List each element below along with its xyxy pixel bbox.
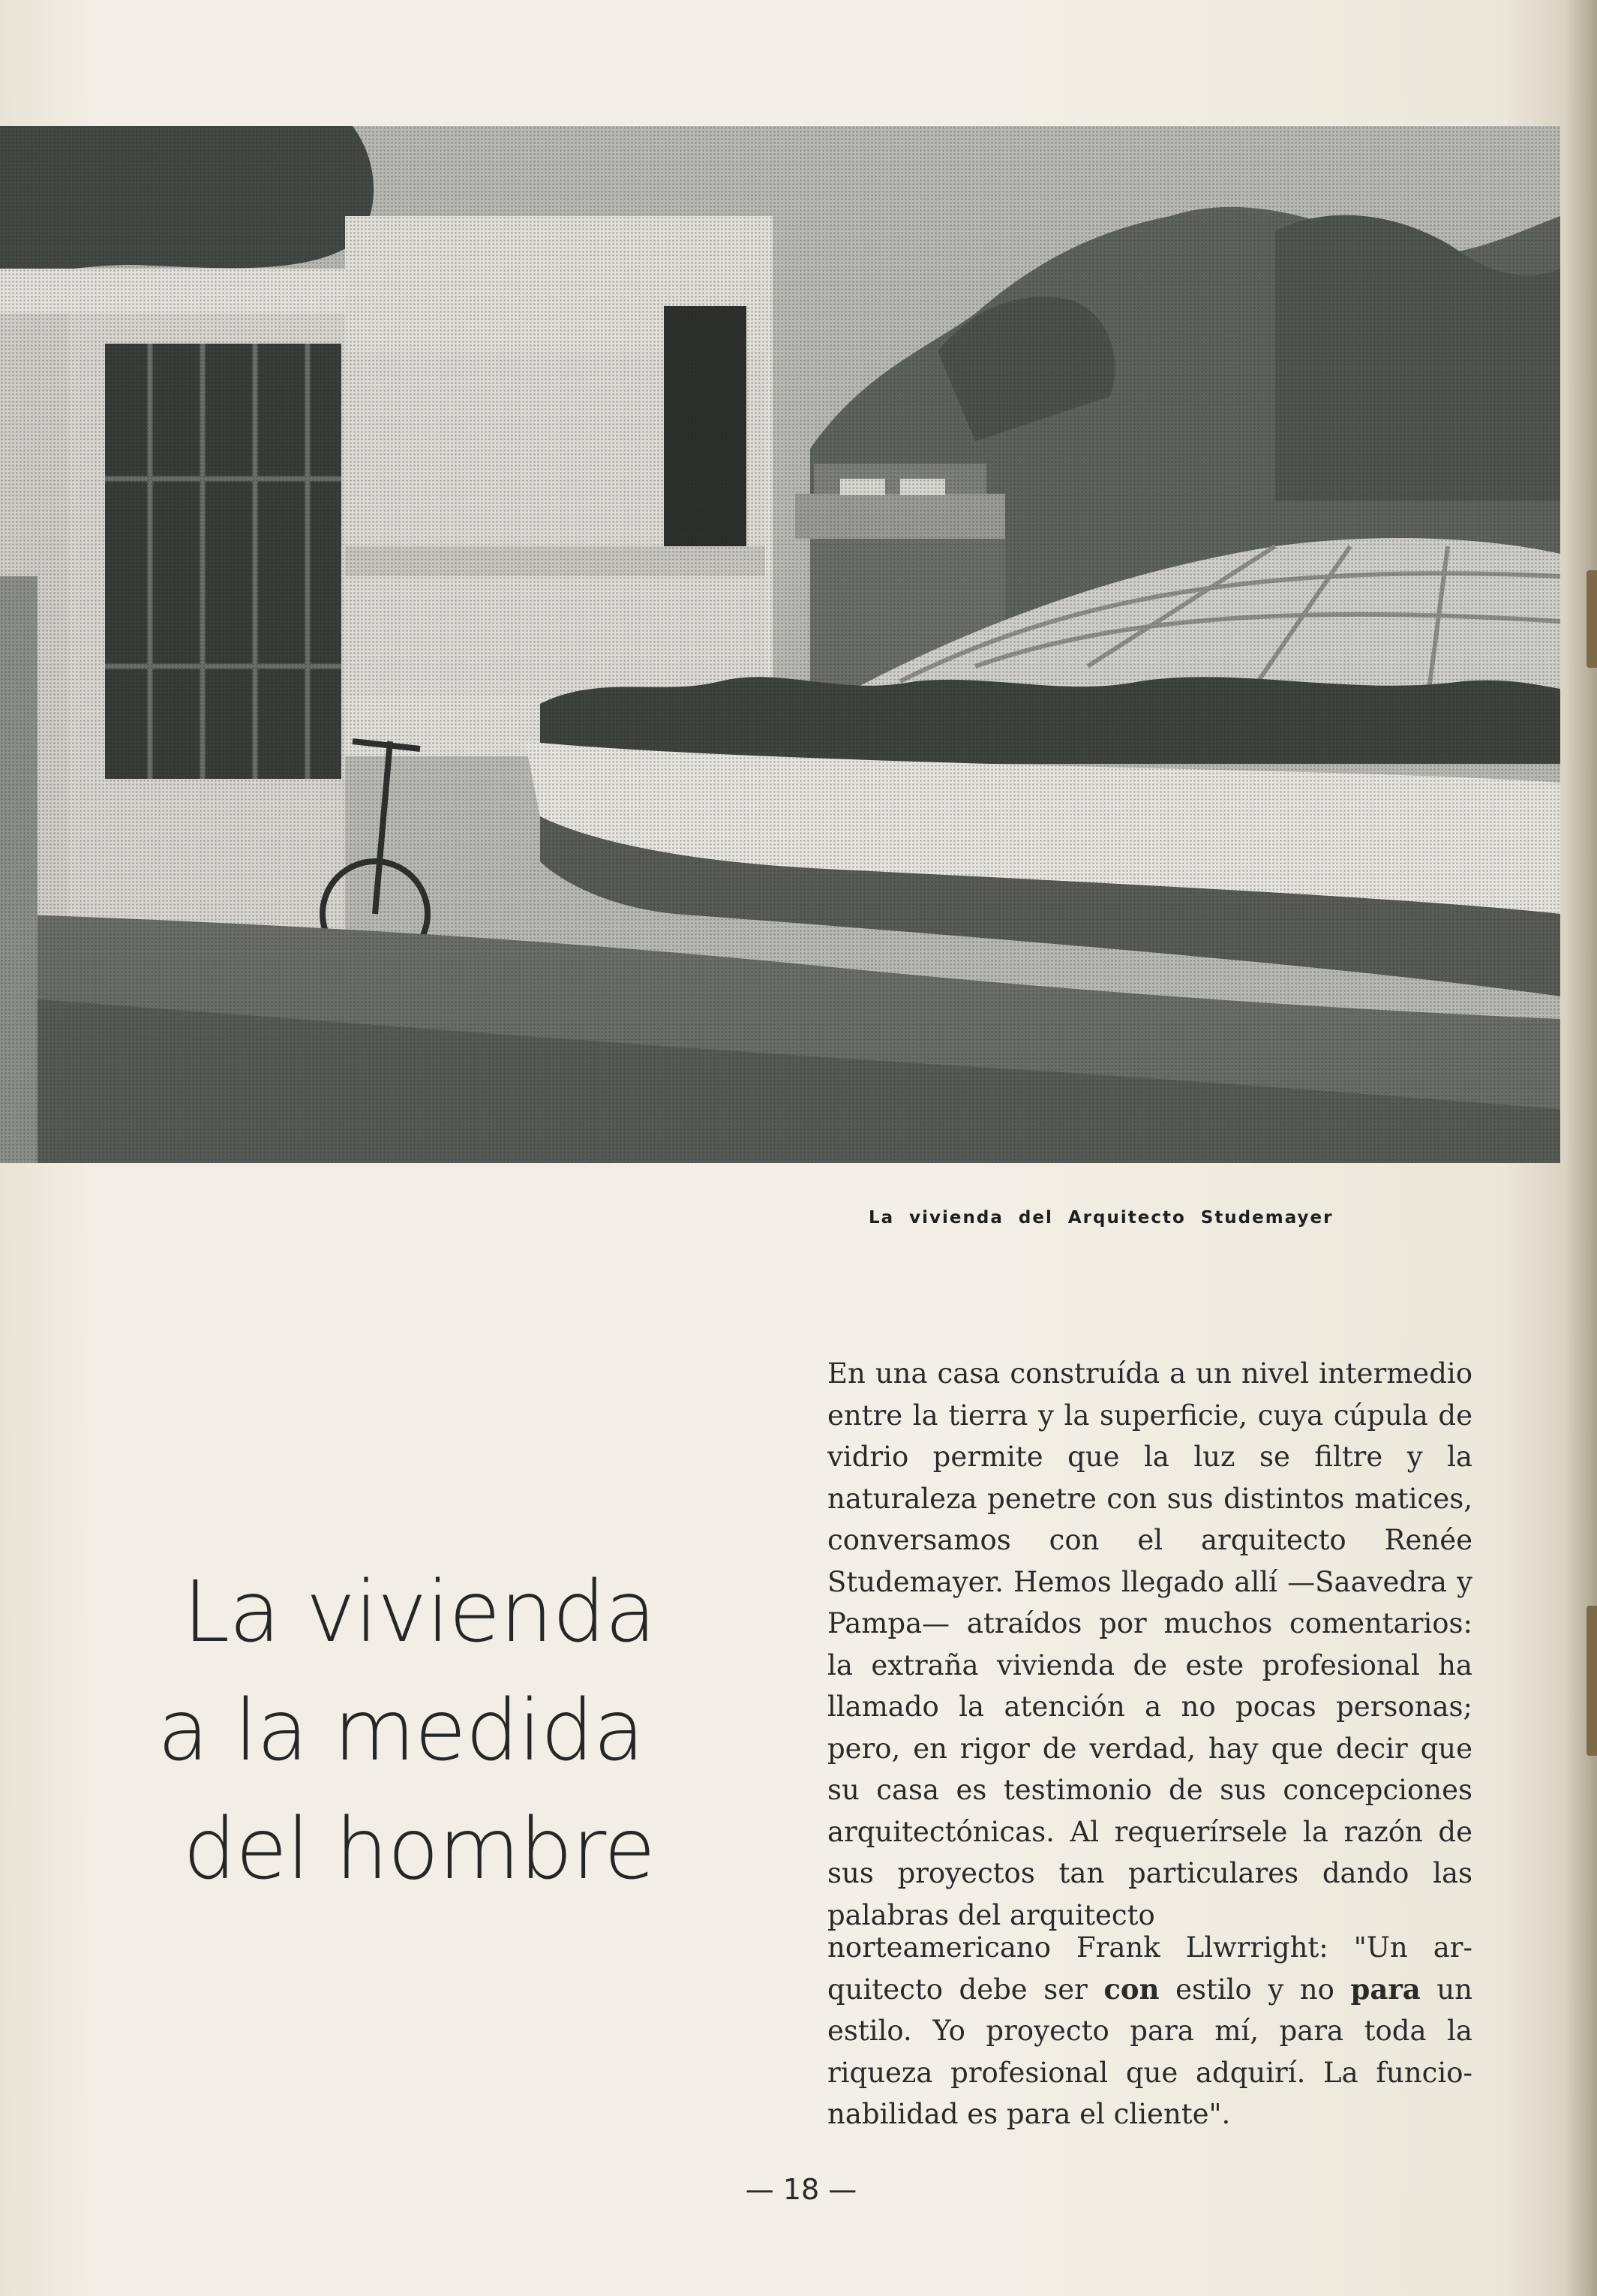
page-number: — 18 — [745,2173,857,2206]
binding-staple-top [1586,570,1597,668]
article-paragraph-2 [827,1927,1472,2135]
binding-staple-bottom [1586,1606,1597,1756]
paragraph-2-bold-con: con [1103,1972,1160,2006]
photo-caption: La vivienda del Arquitecto Studemayer [869,1208,1334,1228]
house-photograph [0,126,1560,1163]
paragraph-2-part-2: estilo y no [1159,1973,1351,2006]
headline-line-3: del hombre [183,1801,655,1898]
article-paragraph-1: En una casa construída a un nivel intermedio entre la tierra y la superficie, cuya cúpula de vidrio permite que la luz se filtre y la naturaleza penetre con sus distintos matices, conversamos con el arquitecto Renée Studemayer. Hemos llegado allí —Saavedra y Pampa— atraídos por muchos comentarios: la extraña vivienda de este profesional ha llamado la atención a no pocas personas; pero, en rigor de verdad, hay que decir que su casa es testimonio de sus concepciones arquitectónicas. Al requerírsele la razón de sus proyectos tan particulares dando las palabras del arquitecto [827,1357,1472,1931]
headline-line-2: a la medida [158,1682,644,1780]
binding-edge [1567,0,1597,2296]
paragraph-2-part-1: norteamericano Frank Llwrright: "Un arquitecto debe ser [827,1931,1472,2006]
paragraph-2-part-3: un estilo. Yo proyecto para mí, para toda la riqueza profesional que adquirí. La funcionabilidad es para el cliente". [827,1973,1473,2130]
headline-line-1: La vivienda [183,1564,656,1661]
paragraph-2-bold-para: para [1350,1972,1421,2006]
house-photograph-drawing [0,126,1560,1163]
article-headline [158,1553,728,1909]
